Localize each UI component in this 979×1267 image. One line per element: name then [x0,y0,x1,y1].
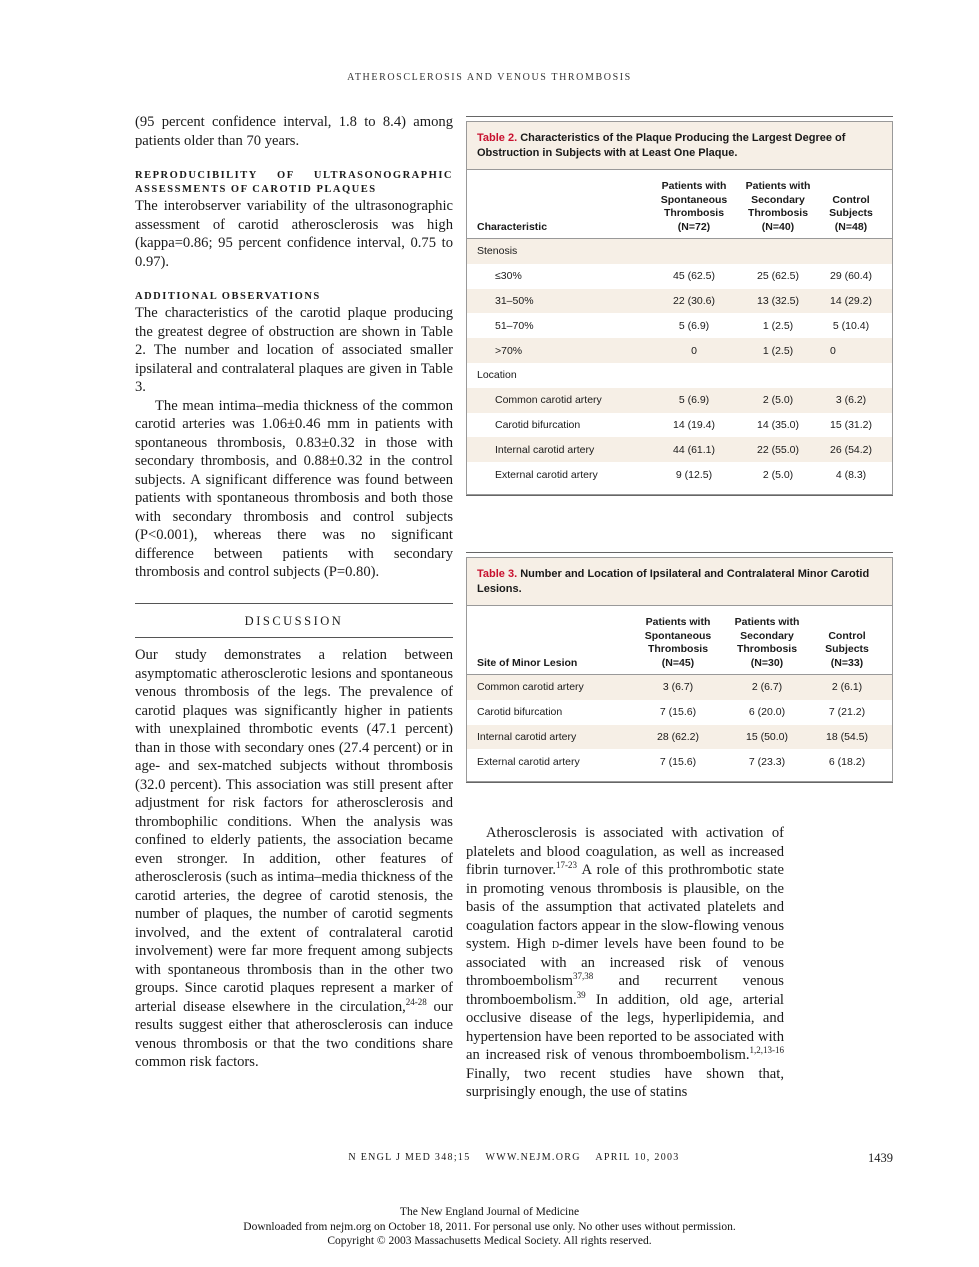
reference: 24-28 [405,996,427,1007]
table-row: >70% 0 1 (2.5) 0 [467,338,892,363]
table-row: External carotid artery 7 (15.6) 7 (23.3) 6 (18.2) [477,755,866,768]
download-notice [0,1205,979,1249]
section-heading-reproducibility: REPRODUCIBILITY OF ULTRASONOGRAPHIC ASSESSMENTS OF CAROTID PLAQUES [135,170,453,195]
table-3 [466,552,893,783]
table-2-header [467,170,892,239]
section-heading-additional: ADDITIONAL OBSERVATIONS [135,291,321,302]
running-head: ATHEROSCLEROSIS AND VENOUS THROMBOSIS [347,72,632,83]
table-row: 51–70% 5 (6.9) 1 (2.5) 5 (10.4) [495,319,870,332]
table-row: Carotid bifurcation 7 (15.6) 6 (20.0) 7 (21.2) [477,706,866,719]
table-3-header [467,606,892,675]
table-row: Internal carotid artery 44 (61.1) 22 (55.0) 26 (54.2) [467,437,892,462]
reproducibility-paragraph: The interobserver variability of the ultrasonographic assessment of carotid atherosclerosis was high (kappa=0.86; 95 percent confidence interval, 0.75 to 0.97). [135,198,453,270]
table-row: Internal carotid artery 28 (62.2) 15 (50.0) 18 (54.5) [467,725,892,750]
table-header-cell: Patients with Spontaneous Thrombosis (N=72) [660,180,728,233]
table-header-cell: Patients with Secondary Thrombosis (N=30) [734,616,800,669]
discussion-paragraph: Our study demonstrates a relation between asymptomatic atherosclerotic lesions and spontaneous venous thrombosis of the legs. The prevalence of carotid plaques was significantly higher in patients with unexplained thrombotic events (47.1 percent) than in those with secondary ones (27.4 percent) or in age- and sex-matched subjects without thrombosis (32.0 percent). This association was still present after adjustment for risk factors for atherosclerosis and thrombophilic conditions. When the analysis was confined to elderly patients, the association became even stronger. In addition, other features of atherosclerosis (such as intima–media thickness of the carotid arteries, the degree of carotid stenosis, the number of plaques, the number of carotid segments involved, and the extent of contralateral carotid involvement) were far more frequent among subjects with spontaneous thrombosis than in the other two groups. Since carotid plaques represent a marker of arterial disease elsewhere in the circulation,$^{24-28}$ our results suggest either that atherosclerosis can induce venous thrombosis or that the two conditions share common risk factors. [135,647,453,1070]
table-row: Common carotid artery 3 (6.7) 2 (6.7) 2 (6.1) [467,675,892,700]
table-row: External carotid artery 9 (12.5) 2 (5.0) 4 (8.3) [495,468,867,481]
intro-paragraph: (95 percent confidence interval, 1.8 to 8.4) among patients older than 70 years. [135,114,453,149]
table-2-caption: Table 2. Characteristics of the Plaque Producing the Largest Degree of Obstruction in Subjects with at Least One Plaque. [467,122,892,170]
table-row: Common carotid artery 5 (6.9) 2 (5.0) 3 (6.2) [467,388,892,413]
table-row: 31–50% 22 (30.6) 13 (32.5) 14 (29.2) [467,289,892,314]
body-paragraph: Atherosclerosis is associated with activation of platelets and blood coagulation, as well as increased fibrin turnover.$^{17-23}$ A role of this prothrombotic state in promoting venous thrombosis is plausible, on the basis of the assumption that activated platelets and coagulation factors appear in the slow-flowing venous system. High d-dimer levels have been found to be associated with an increased risk of venous thromboembolism$^{37,38}$ and recurrent venous thromboembolism.$^{39}$ In addition, old age, arterial occlusive disease of the legs, hyperlipidemia, and hypertension have been reported to be associated with an increased risk of venous thromboembolism.$^{1,2,13-16}$ Finally, two recent studies have shown that, surprisingly enough, the use of statins [466,825,784,1100]
table-header-cell: Control Subjects (N=33) [825,629,869,669]
table-header-cell: Site of Minor Lesion [477,656,578,669]
download-line: Downloaded from nejm.org on October 18, 2011. For personal use only. No other uses without permission. [243,1220,736,1233]
table-header-cell: Patients with Secondary Thrombosis (N=40) [745,180,811,233]
table-header-cell: Characteristic [477,220,548,233]
page-number: 1439 [868,1151,893,1165]
table-row: Stenosis [467,239,892,264]
discussion-heading: DISCUSSION [244,613,344,628]
table-2 [466,116,893,496]
table-row: Location [477,369,517,382]
additional-paragraph-2: The mean intima–media thickness of the common carotid arteries was 1.06±0.46 mm in patients with spontaneous thrombosis, 0.83±0.32 in those with secondary thrombosis, and 0.88±0.32 in the control subjects. A significant difference was found between patients with spontaneous thrombosis and both those with secondary thrombosis and control subjects (P<0.001), whereas there was no significant difference between patients with secondary thrombosis and control subjects (P=0.80). [135,397,453,580]
table-row: Carotid bifurcation 14 (19.4) 14 (35.0) 15 (31.2) [495,418,873,431]
additional-paragraph-1: The characteristics of the carotid plaque producing the greatest degree of obstruction are shown in Table 2. The number and location of associated smaller ipsilateral and contralateral plaques are given in Table 3. [135,305,453,395]
table-header-cell: Control Subjects (N=48) [829,193,873,233]
table-row: ≤30% 45 (62.5) 25 (62.5) 29 (60.4) [495,270,873,283]
table-3-caption: Table 3. Number and Location of Ipsilateral and Contralateral Minor Carotid Lesions. [467,558,892,606]
table-header-cell: Patients with Spontaneous Thrombosis (N=45) [644,616,712,669]
discussion-bottom-rule [135,637,453,638]
journal-name: The New England Journal of Medicine [399,1206,580,1218]
footer-citation: N ENGL J MED 348;15 WWW.NEJM.ORG APRIL 10, 2003 [348,1152,680,1163]
left-column [135,113,453,1072]
copyright-line: Copyright © 2003 Massachusetts Medical Society. All rights reserved. [327,1235,652,1247]
right-column [466,824,784,1102]
